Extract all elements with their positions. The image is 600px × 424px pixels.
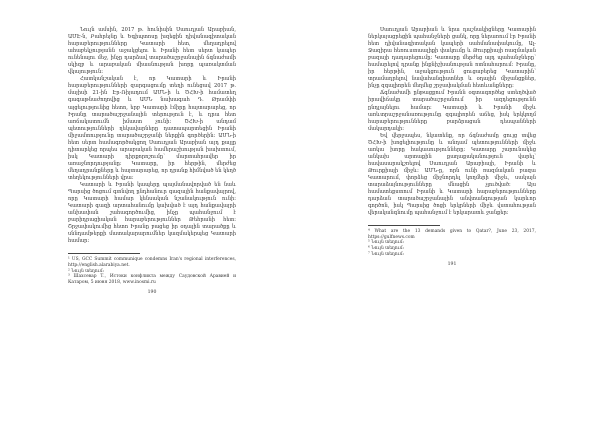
page-number: 191 [447,262,457,268]
paragraph: Ճգնաժամի ընթացքում Իրանն օգտագործեց ստեղծված իրավիճակը տարածաշրջանում իր ազդեցությունն ընդլայնելու համար։ Կատարի և Իրանի միջև առևտրաշրջանառությունը զգալիորեն աճեց, իսկ երկկողմ հարաբերությունները բարձրացան դեսպանների մակարդակի։ [368,90,536,132]
left-page-body [68,27,236,245]
paragraph: Նույն ամսին, 2017 թ. հունիսին Սաուդյան Արաբիան, ԱՄԷ-ն, Բահրեյնը և Եգիպտոսը խզեցին դիվանագիտական հարաբերությունները Կատարի հետ, մեղադրելով ահաբեկչությանն աջակցելու և Իրանի հետ սերտ կապեր ունենալու մեջ, ինչը դարձավ տարածաշրջանային ճգնաժամի սկիզբ և արաբական միասնության խորը պառակտման վկայություն։ [68,27,236,76]
footnote-divider [368,225,440,226]
footnote: ⁶ Նույն տեղում: [368,246,405,252]
footnote: ⁷ Նույն տեղում: [368,251,405,257]
left-page [68,27,236,296]
paragraph: Սաուդյան Արաբիան և նրա դաշնակիցները Կատարին ներկայացրեցին պահանջների ցանկ, որը ներառում էր Իրանի հետ դիվանագիտական կապերի սահմանափակումը, Ալ-Ջազիրա հեռուստաալիքի փակումը և Թուրքիայի ռազմական բազայի դադարեցումը։ Կատարը մերժեց այդ պահանջները՝ համարելով դրանք ինքնիշխանության ոտնահարում։ Իրանը, իր հերթին, աջակցություն ցուցաբերեց Կատարին՝ տրամադրելով նավահանգիստներ և օդային միջանցքներ, ինչը զգալիորեն մեղմեց շրջափակման հետևանքները։ [368,27,536,90]
right-page-body [368,27,536,217]
right-page [368,27,536,268]
footnote: ⁴ What are the 13 demands given to Qatar?, June 23, 2017, https://gulfnews.com [368,229,536,240]
footnote: ³ Шахсевар Т., Истоки конфликта между Саудовской Аравией и Катаром, 5 июня 2018, www.inosmi.ru [68,274,236,285]
footnote: ⁵ Նույն տեղում: [368,240,405,246]
footnote-divider [68,253,140,254]
page-number: 190 [147,290,157,296]
footnote: ² Նույն տեղում: [68,268,105,274]
paragraph: Եվ վերջապես, նկատենք, որ ճգնաժամը ցույց տվեց ԾՀԽ-ի խոցելիությունը և անդամ պետությունների միջև առկա խորը հակասությունները։ Կատարը շարունակեց անկախ արտաքին քաղաքականություն վարել՝ հավասարակշռելով Սաուդյան Արաբիայի, Իրանի և Թուրքիայի միջև։ ԱՄՆ-ը, որն ունի ռազմական բազա Կատարում, փորձեց միջնորդել կողմերի միջև, սակայն տարաձայնությունները մնացին չլուծված։ Այս համատեքստում Իրանի և Կատարի հարաբերությունները դարձան տարածաշրջանային անվտանգության կարևոր գործոն, իսկ Պարսից ծոցի երկրների միջև վստահության վերականգնումը պահանջում է երկարատև ջանքեր։ [368,132,536,217]
paragraph: Կատարի և Իրանի կապերը պայմանավորված են նաև Պարսից ծոցում գտնվող ընդհանուր գազային հանքավայրով, որը Կատարի համար կենսական նշանակություն ունի։ Կատարի գազի արտահանումը կախված է այդ հանքավայրի անխափան շահագործումից, ինչը պահանջում է բարիդրացիական հարաբերություններ Թեհրանի հետ։ Շրջափակումից հետո Իրանը բացեց իր օդային տարածքը և սննդամթերքի մատակարարումներ կազմակերպեց Կատարի համար։ [68,182,236,245]
footnote: ¹ US, GCC Summit communique condemns Iran's regional interferences, http://english.alarabiya.net. [68,257,236,269]
paragraph: Հատկանշական է, որ Կատարի և Իրանի հարաբերությունների զարգացումը տեղի ունեցավ 2017 թ. մայիսի 21-ին Էր-Ռիյադում ԱՄՆ-ի և ԾՀԽ-ի համատեղ գագաթնաժողովից և ԱՄՆ նախագահ Դ. Թրամփի այցելությունից հետո, երբ Կատարի էմիրը հայտարարեց, որ Իրանը տարածաշրջանային տերություն է, և դրա հետ առճակատումն իմաստ չունի։ ԾՀԽ-ի անդամ պետությունների ղեկավարները դատապարտեցին Իրանի միջամտությունը տարածաշրջանի ներքին գործերին։ ԱՄՆ-ի հետ սերտ համագործակցող Սաուդյան Արաբիան այդ քայլը դիտարկեց որպես արաբական համերաշխության խախտում, իսկ Կատարի դիրքորոշումը՝ մարտահրավեր իր առաջնորդությանը։ Կատարը, իր հերթին, մերժեց մեղադրանքները և հայտարարեց, որ դրանք հիմնված են կեղծ տեղեկությունների վրա։ [68,76,236,181]
